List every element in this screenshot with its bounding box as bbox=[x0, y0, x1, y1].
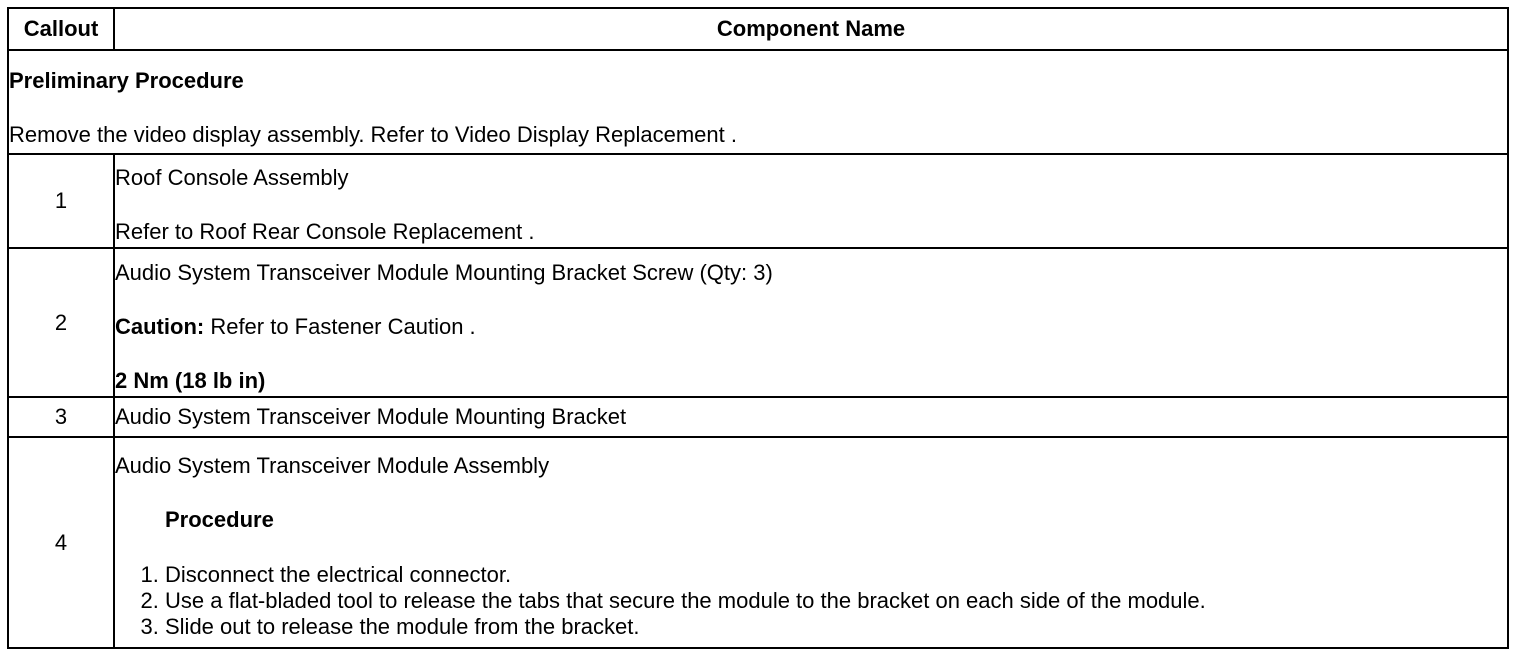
component-name: Audio System Transceiver Module Mounting Bracket bbox=[115, 404, 627, 429]
caution-label: Caution: bbox=[115, 313, 205, 339]
component-name: Audio System Transceiver Module Mounting Bracket Screw (Qty: 3) bbox=[115, 259, 773, 285]
component-note: Refer to Roof Rear Console Replacement . bbox=[115, 219, 535, 244]
callout-number: 3 bbox=[8, 397, 114, 437]
caution-line bbox=[115, 314, 1507, 340]
table-row bbox=[8, 154, 1508, 248]
callout-number: 2 bbox=[8, 248, 114, 397]
component-cell bbox=[114, 437, 1508, 648]
component-name: Roof Console Assembly bbox=[115, 165, 349, 190]
component-table bbox=[7, 7, 1509, 649]
table-row bbox=[8, 397, 1508, 437]
header-callout: Callout bbox=[8, 8, 114, 50]
procedure-heading: Procedure bbox=[165, 507, 274, 532]
procedure-steps bbox=[115, 562, 1507, 640]
preliminary-text: Remove the video display assembly. Refer to Video Display Replacement . bbox=[9, 121, 737, 147]
callout-number: 4 bbox=[8, 437, 114, 648]
preliminary-cell bbox=[8, 50, 1508, 154]
header-component-name: Component Name bbox=[114, 8, 1508, 50]
callout-number: 1 bbox=[8, 154, 114, 248]
table-row bbox=[8, 248, 1508, 397]
component-cell bbox=[114, 248, 1508, 397]
procedure-step: 3. Slide out to release the module from the bracket. bbox=[165, 614, 1507, 640]
component-cell bbox=[114, 154, 1508, 248]
table-row bbox=[8, 437, 1508, 648]
torque-spec: 2 Nm (18 lb in) bbox=[115, 367, 266, 393]
caution-text: Refer to Fastener Caution . bbox=[204, 313, 476, 339]
preliminary-row bbox=[8, 50, 1508, 154]
procedure-step: 1. Disconnect the electrical connector. bbox=[165, 562, 1507, 588]
procedure-step: 2. Use a flat-bladed tool to release the tabs that secure the module to the bracket on each side of the module. bbox=[165, 588, 1507, 614]
preliminary-title: Preliminary Procedure bbox=[9, 67, 244, 93]
component-name: Audio System Transceiver Module Assembly bbox=[115, 453, 550, 478]
component-cell bbox=[114, 397, 1508, 437]
table-header-row bbox=[8, 8, 1508, 50]
